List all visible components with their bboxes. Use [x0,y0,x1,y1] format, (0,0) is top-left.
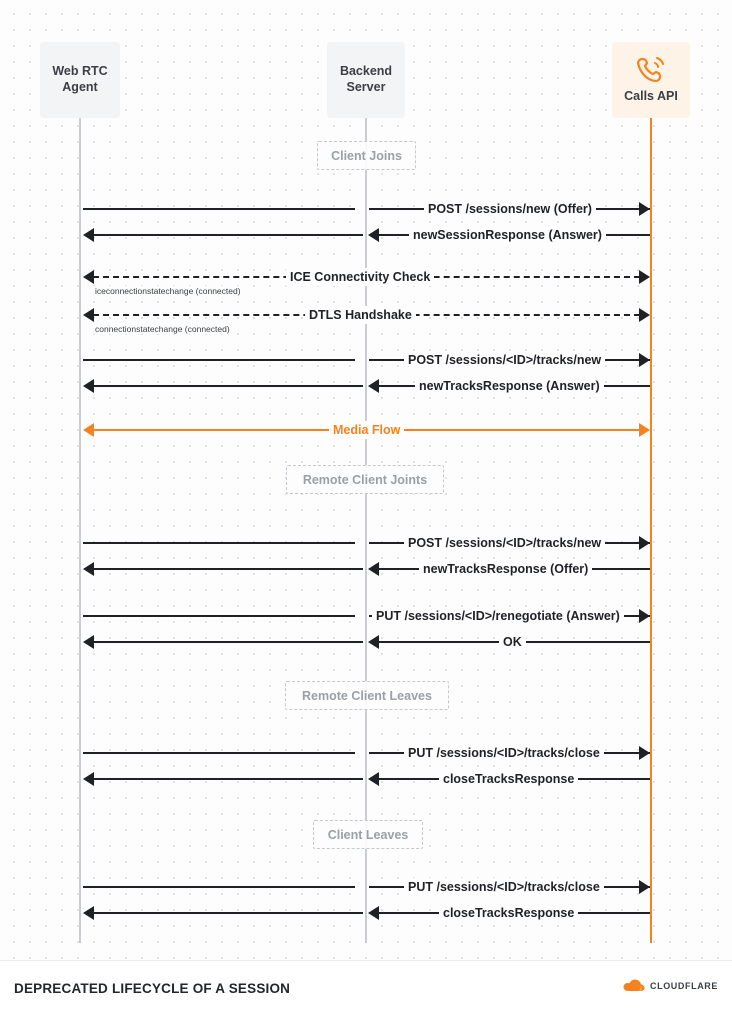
message-line-11a [93,641,363,643]
message-line-14a [83,886,355,888]
message-row-2[interactable] [79,226,654,244]
phase-remote-client-leaves-label: Remote Client Leaves [302,688,432,703]
message-label-2: newSessionResponse (Answer) [409,226,606,244]
message-line-12a [83,752,355,754]
phase-remote-client-joints [286,465,444,494]
message-label-10: PUT /sessions/<ID>/renegotiate (Answer) [372,607,624,625]
message-label-13: closeTracksResponse [439,770,578,788]
message-line-9a [93,568,363,570]
arrowhead-right-media-flow [639,423,650,437]
message-row-9[interactable] [79,560,654,578]
arrowhead-right-10b [639,609,650,623]
arrowhead-right-14b [639,880,650,894]
footer-title: DEPRECATED LIFECYCLE OF A SESSION [14,981,291,996]
cloudflare-wordmark: CLOUDFLARE [650,980,718,991]
message-row-12[interactable] [79,744,654,762]
message-label-4: DTLS Handshake [305,306,416,324]
phase-client-joins-label: Client Joins [331,148,402,163]
phase-client-joins [317,141,416,170]
message-sublabel-3: iceconnectionstatechange (connected) [95,286,241,296]
phase-remote-client-joints-label: Remote Client Joints [302,472,428,487]
message-line-10a [83,615,355,617]
actor-webrtc-agent[interactable] [40,42,120,118]
footer [0,960,732,1020]
actor-webrtc-agent-line1: Web RTC [52,64,108,79]
message-row-5[interactable] [79,351,654,369]
message-label-1: POST /sessions/new (Offer) [424,200,596,218]
actor-calls-api-label: Calls API [624,89,678,104]
actor-webrtc-agent-label [52,64,107,95]
message-line-13a [93,778,363,780]
message-label-6: newTracksResponse (Answer) [415,377,604,395]
message-line-1a [83,208,355,210]
actor-backend-server-line2: Server [346,80,386,94]
message-label-12: PUT /sessions/<ID>/tracks/close [404,744,604,762]
arrowhead-right-5b [639,353,650,367]
message-line-2a [93,234,363,236]
message-row-10[interactable] [79,607,654,625]
phase-client-leaves-label: Client Leaves [327,827,409,842]
message-line-15a [93,912,363,914]
actor-webrtc-agent-line2: Agent [62,80,98,94]
message-label-11: OK [499,633,526,651]
cloudflare-cloud-icon [623,979,645,992]
message-row-8[interactable] [79,534,654,552]
message-line-8a [83,542,355,544]
arrowhead-right-4 [639,308,650,322]
message-sublabel-4: connectionstatechange (connected) [95,324,230,334]
arrowhead-right-1b [639,202,650,216]
arrowhead-right-8b [639,536,650,550]
message-row-3[interactable] [79,268,654,296]
actor-calls-api[interactable] [612,42,690,118]
message-row-6[interactable] [79,377,654,395]
phase-remote-client-leaves [285,681,449,710]
message-row-13[interactable] [79,770,654,788]
message-label-5: POST /sessions/<ID>/tracks/new [404,351,605,369]
message-row-14[interactable] [79,878,654,896]
message-label-8: POST /sessions/<ID>/tracks/new [404,534,605,552]
message-row-4[interactable] [79,306,654,334]
arrowhead-right-12b [639,746,650,760]
arrowhead-right-3 [639,270,650,284]
message-line-5a [83,359,355,361]
message-label-media-flow: Media Flow [329,421,404,439]
message-row-1[interactable] [79,200,654,218]
phone-icon [635,55,667,88]
message-label-14: PUT /sessions/<ID>/tracks/close [404,878,604,896]
message-row-media-flow[interactable] [79,421,654,439]
actor-backend-server[interactable] [327,42,405,118]
actor-backend-server-label [340,64,392,95]
message-label-15: closeTracksResponse [439,904,578,922]
actor-backend-server-line1: Backend [339,64,393,79]
message-label-3: ICE Connectivity Check [286,268,434,286]
message-row-15[interactable] [79,904,654,922]
message-row-11[interactable] [79,633,654,651]
phase-client-leaves [313,820,423,849]
cloudflare-logo [623,979,718,992]
message-line-6a [93,385,363,387]
message-label-9: newTracksResponse (Offer) [419,560,592,578]
